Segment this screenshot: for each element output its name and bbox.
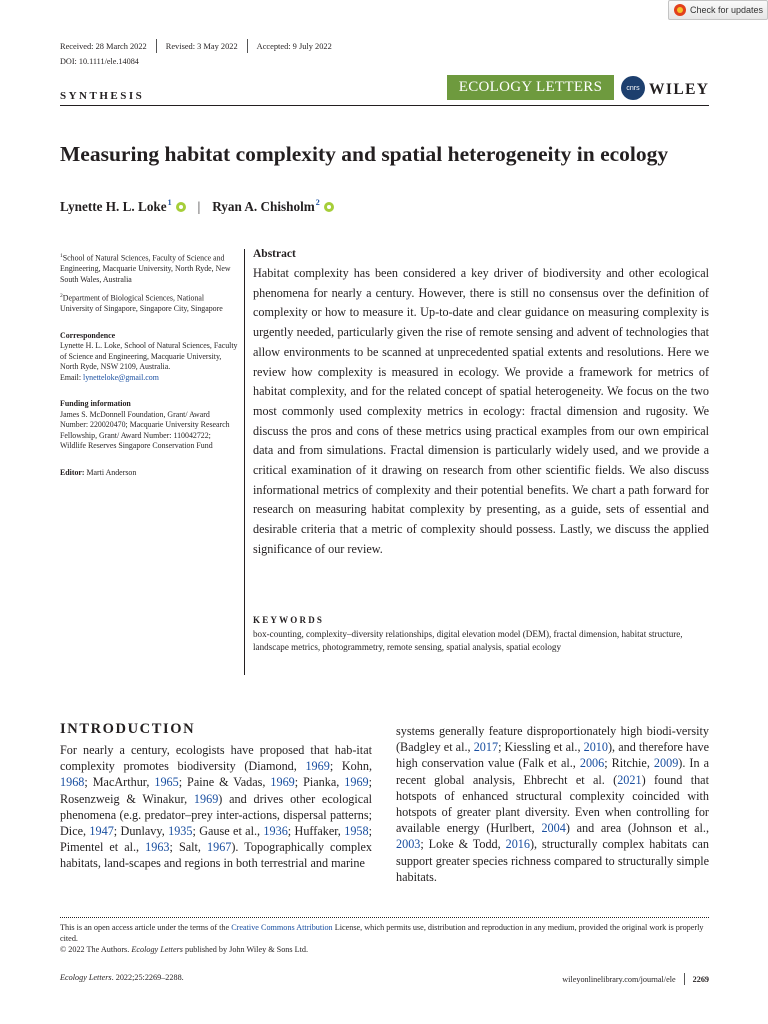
body-text: ). In a recent global analysis, Ehbrecht et al. ( [396,756,709,787]
journal-name: Ecology Letters [131,945,183,954]
citation-link[interactable]: 1936 [263,824,288,839]
section-label: SYNTHESIS [60,90,145,102]
citation-link[interactable]: 1935 [168,824,193,839]
page-number: 2269 [692,974,709,984]
body-text: ; Kohn, [329,759,372,774]
correspondence-heading: Correspondence [60,330,116,340]
article-dates [60,39,332,53]
divider [684,973,685,985]
affiliation-marker[interactable]: 2 [315,198,320,207]
abstract [253,248,709,560]
affiliation-text: Department of Biological Sciences, National University of Singapore, Singapore City, Singapore [60,293,223,314]
introduction-heading: INTRODUCTION [60,721,196,737]
funding-heading: Funding information [60,399,131,409]
introduction-column-1 [60,742,372,872]
publisher-logo: WILEY [649,81,710,98]
body-text: ; Loke & Todd, [420,837,506,852]
footer-citation [60,973,184,982]
citation-link[interactable]: 1969 [193,791,219,806]
editor-name: Marti Anderson [86,467,137,477]
citation-link[interactable]: 1958 [344,824,369,839]
citation-link[interactable]: 2006 [579,756,605,771]
footer-right [562,973,709,985]
body-text: ; Kiessling et al., [498,740,584,755]
body-text: ; Rosenzweig & Winakur, [60,775,373,806]
affiliation [60,251,238,285]
keywords-text: box-counting, complexity–diversity relationships, digital elevation model (DEM), fractal dimension, habitat structure, landscape metrics, photogrammetry, remote sensing, spatial analysis, spatial ecology [253,629,683,652]
body-text: ), and therefore have high conservation value (Falk et al., [396,740,709,771]
crossmark-icon [674,4,686,16]
author-name[interactable]: Lynette H. L. Loke [60,199,167,214]
received-date: Received: 28 March 2022 [60,41,147,51]
divider [156,39,157,53]
email-label: Email: [60,372,84,382]
affiliation [60,291,238,315]
orcid-icon[interactable] [324,202,334,212]
revised-date: Revised: 3 May 2022 [165,41,238,51]
footer-url[interactable]: wileyonlinelibrary.com/journal/ele [562,974,676,984]
citation-link[interactable]: 1947 [89,824,114,839]
license-footnote [60,922,709,955]
affiliation-text: School of Natural Sciences, Faculty of Science and Engineering, Macquarie University, North Ryde, New South Wales, Australia [60,253,231,284]
citation-link[interactable]: 2021 [617,772,642,787]
citation-link[interactable]: 1969 [270,775,295,790]
affiliation-marker[interactable]: 1 [167,198,172,207]
citation-link[interactable]: 2003 [396,837,421,852]
body-text: ; Pimentel et al., [60,824,372,855]
license-text: License, which permits use, distribution and reproduction in any medium, provided the original work is properly cited. [60,923,704,943]
citation-link[interactable]: 2017 [473,740,499,755]
body-text: systems generally feature disproportionately high biodi-versity (Badgley et al., [396,724,709,755]
body-text: ; Dunlavy, [113,824,169,839]
citation-link[interactable]: 2004 [541,821,566,836]
footnote-rule [60,917,709,918]
author-list [60,199,334,215]
keywords-heading: KEYWORDS [253,615,325,625]
cnrs-logo: cnrs [621,76,645,100]
footer-volume: . 2022;25:2269–2288. [111,973,184,982]
body-text: ; Paine & Vadas, [178,775,271,790]
body-text: ; Pianka, [294,775,345,790]
citation-link[interactable]: 1963 [145,840,170,855]
body-text: ), structurally complex habitats can support greater species richness compared to structurally simple habitats. [396,837,709,884]
affiliation-number: 2 [60,293,63,300]
funding-text: James S. McDonnell Foundation, Grant/ Award Number: 220020470; Macquarie University Research Fellowship, Grant/ Award Number: 110042722; Wildlife Reserves Singapore Conservation Fund [60,409,230,451]
editor [60,468,238,479]
copyright-text: published by John Wiley & Sons Ltd. [182,945,309,954]
check-for-updates-button[interactable] [668,0,768,20]
body-text: ; Huffaker, [287,824,345,839]
citation-link[interactable]: 1968 [60,775,85,790]
footer-journal: Ecology Letters [60,973,112,982]
header-rule [60,105,709,106]
doi: DOI: 10.1111/ele.14084 [60,57,139,66]
abstract-text: Habitat complexity has been considered a key driver of biodiversity and other ecological phenomena for nearly a century. However, there is still no consensus over the definition of complexity or how to measure it. Up-to-date and clear guidance on measuring complexity is urgently needed, particularly given the rise of remote sensing and advent of technologies that allow environments to be scanned at unprecedented spatial extents and resolutions. Here we review how complexity is measured in ecology. We provide a framework for metrics of habitat complexity, and for the related concept of spatial heterogeneity. We focus on the two most commonly used complexity metrics in ecology: fractal dimension and rugosity. We discuss the pros and cons of these metrics using practical examples from our own empirical data and from simulations. Fractal dimension is particularly widely used, and we provide a critical examination of it drawing on research from other scientific fields. We also discuss informational metrics of complexity and their potential benefits. We chart a path forward for research on measuring habitat complexity by presenting, as a guide, sets of essential and desirable criteria that a metric of complexity should possess. Lastly, we discuss the applied significance of our review. [253,266,709,556]
article-info-column [60,251,238,484]
editor-label: Editor: [60,467,87,477]
license-link[interactable]: Creative Commons Attribution [231,923,333,932]
body-text: ) and drives other ecological phenomena (e.g. predator–prey inter-actions, dispersal patterns; Dice, [60,791,372,839]
orcid-icon[interactable] [176,202,186,212]
journal-logo: ECOLOGY LETTERS [447,75,614,100]
body-text: ; MacArthur, [84,775,155,790]
copyright-text: © 2022 The Authors. [60,945,132,954]
citation-link[interactable]: 1967 [207,840,232,855]
citation-link[interactable]: 1965 [154,775,179,790]
author-separator: | [197,199,201,214]
citation-link[interactable]: 2009 [653,756,679,771]
citation-link[interactable]: 1969 [344,775,369,790]
body-text: ; Ritchie, [604,756,654,771]
column-divider [244,249,245,675]
introduction-column-2 [396,723,709,885]
check-for-updates-label: Check for updates [690,5,764,15]
correspondence [60,341,238,383]
accepted-date: Accepted: 9 July 2022 [256,41,332,51]
license-text: This is an open access article under the terms of the [60,923,232,932]
body-text: ; Gause et al., [192,824,264,839]
citation-link[interactable]: 2016 [505,837,530,852]
article-title: Measuring habitat complexity and spatial heterogeneity in ecology [60,142,669,166]
body-text: ) and area (Johnson et al., [565,821,709,836]
citation-link[interactable]: 2010 [583,740,608,755]
author-name[interactable]: Ryan A. Chisholm [212,199,315,214]
email-link[interactable]: lynetteloke@gmail.com [83,372,159,382]
abstract-heading: Abstract [253,248,296,260]
affiliation-number: 1 [60,253,63,259]
correspondence-text: Lynette H. L. Loke, School of Natural Sciences, Faculty of Science and Engineering, Macquarie University, North Ryde, NSW 2109, Australia. [60,341,238,372]
body-text: ). Topographically complex habitats, land-scapes and regions in both terrestrial and marine [60,840,373,871]
divider [247,39,248,53]
body-text: ; Salt, [169,840,207,855]
body-text: For nearly a century, ecologists have proposed that hab-itat complexity promotes biodiversity (Diamond, [60,743,372,774]
body-text: ) found that hotspots of enhanced structural complexity coincided with hotspots of greater plant diversity. Even when controlling for available energy (Hurlbert, [396,772,709,836]
citation-link[interactable]: 1969 [305,759,330,774]
